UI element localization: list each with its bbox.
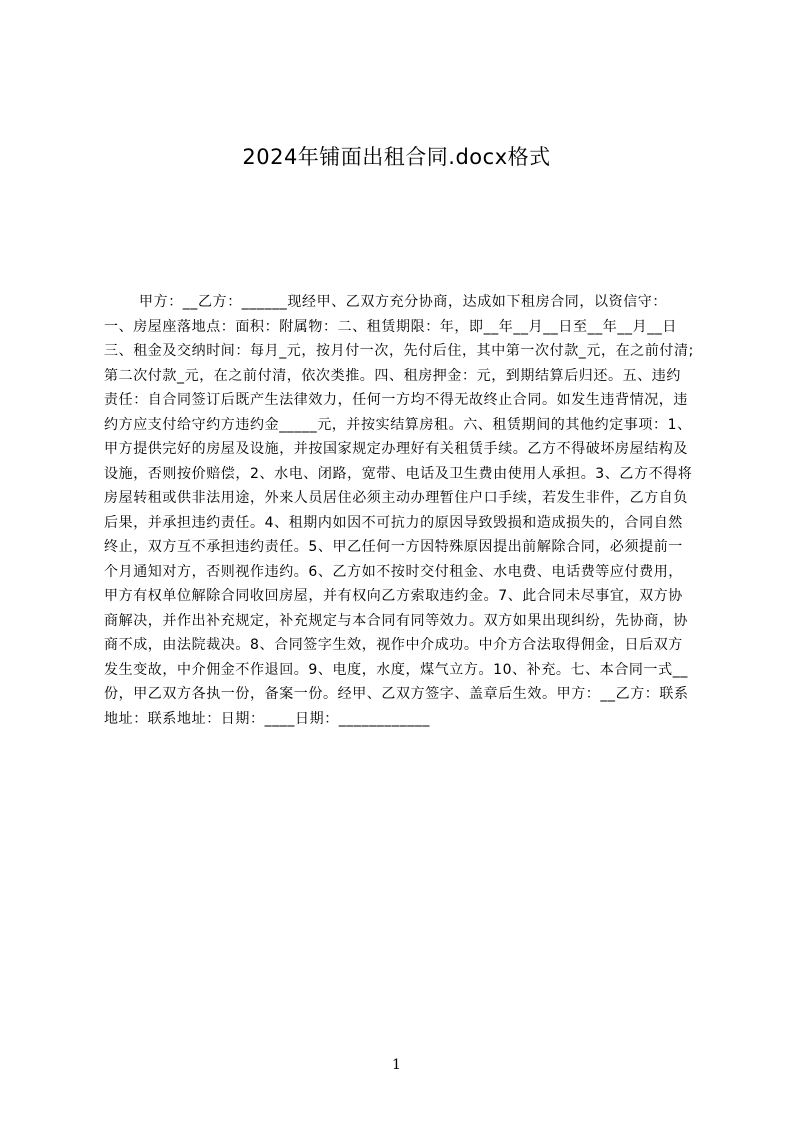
page-number: 1 [392, 1057, 401, 1073]
contract-body: 甲方：__乙方：______现经甲、乙双方充分协商，达成如下租房合同，以资信守：一、房屋座落地点：面积：附属物：二、租赁期限：年，即__年__月__日至__年__月__日三、租金及交纳时间：每月_元，按月付一次，先付后住，其中第一次付款_元，在之前付清;第二次付款_元，在之前付清，依次类推。四、租房押金：元，到期结算后归还。五、违约责任：自合同签订后既产生法律效力，任何一方均不得无故终止合同。如发生违背情况，违约方应支付给守约方违约金_____元，并按实结算房租。六、租赁期间的其他约定事项：1、甲方提供完好的房屋及设施，并按国家规定办理好有关租赁手续。乙方不得破坏房屋结构及设施，否则按价赔偿，2、水电、闭路，宽带、电话及卫生费由使用人承担。3、乙方不得将房屋转租或供非法用途，外来人员居住必须主动办理暂住户口手续，若发生非件，乙方自负后果，并承担违约责任。4、租期内如因不可抗力的原因导致毁损和造成损失的，合同自然终止，双方互不承担违约责任。5、甲乙任何一方因特殊原因提出前解除合同，必须提前一个月通知对方，否则视作违约。6、乙方如不按时交付租金、水电费、电话费等应付费用，甲方有权单位解除合同收回房屋，并有权向乙方索取违约金。7、此合同未尽事宜，双方协商解决，并作出补充规定，补充规定与本合同有同等效力。双方如果出现纠纷，先协商，协商不成，由法院裁决。8、合同签字生效，视作中介成功。中介方合法取得佣金，日后双方发生变故，中介佣金不作退回。9、电度，水度，煤气立方。10、补充。七、本合同一式__份，甲乙双方各执一份，备案一份。经甲、乙双方签字、盖章后生效。甲方：__乙方：联系地址：联系地址：日期：____日期：____________ [104, 294, 694, 727]
document-title: 2024年铺面出租合同.docx格式 [242, 145, 551, 169]
